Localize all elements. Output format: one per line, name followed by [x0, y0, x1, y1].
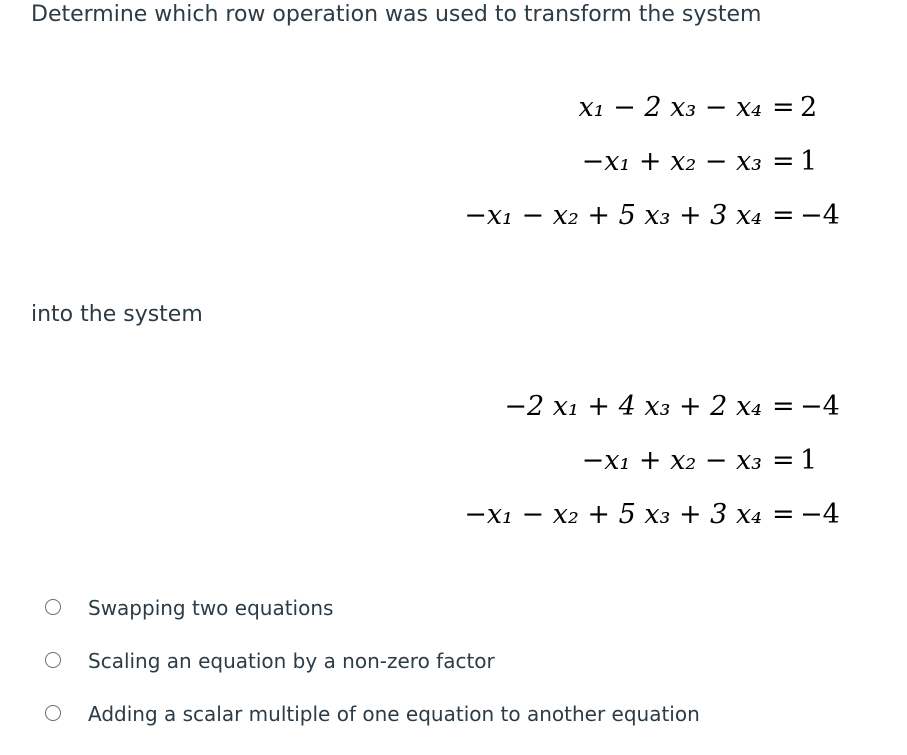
equation-system-original — [0, 92, 907, 254]
question-intro: Determine which row operation was used to transform the system — [31, 2, 762, 27]
equation-rhs: 2 — [800, 92, 818, 123]
answer-option-swap[interactable] — [0, 590, 907, 643]
equation-lhs: x₁ − 2 x₃ − x₄ — [578, 92, 762, 123]
equals-sign: = — [772, 92, 795, 123]
equals-sign: = — [772, 200, 795, 231]
equation-row — [0, 146, 907, 200]
equation-lhs: −2 x₁ + 4 x₃ + 2 x₄ — [504, 391, 762, 422]
equation-lhs: −x₁ + x₂ − x₃ — [581, 445, 762, 476]
answer-label[interactable]: Adding a scalar multiple of one equation to another equation — [88, 702, 700, 726]
equation-lhs: −x₁ + x₂ − x₃ — [581, 146, 762, 177]
radio-unchecked-icon[interactable] — [45, 705, 61, 721]
equals-sign: = — [772, 391, 795, 422]
answer-label[interactable]: Swapping two equations — [88, 596, 334, 620]
equals-sign: = — [772, 445, 795, 476]
equals-sign: = — [772, 146, 795, 177]
equation-system-transformed — [0, 391, 907, 553]
answer-option-scale[interactable] — [0, 643, 907, 696]
equation-rhs: −4 — [800, 391, 840, 422]
question-into: into the system — [31, 302, 203, 327]
equation-row — [0, 391, 907, 445]
equation-row — [0, 92, 907, 146]
equation-row — [0, 499, 907, 553]
answer-label[interactable]: Scaling an equation by a non-zero factor — [88, 649, 495, 673]
answer-option-add-multiple[interactable] — [0, 696, 907, 749]
equation-rhs: −4 — [800, 499, 840, 530]
equation-row — [0, 445, 907, 499]
equation-lhs: −x₁ − x₂ + 5 x₃ + 3 x₄ — [464, 499, 762, 530]
radio-unchecked-icon[interactable] — [45, 599, 61, 615]
radio-unchecked-icon[interactable] — [45, 652, 61, 668]
equation-row — [0, 200, 907, 254]
answer-options — [0, 590, 907, 749]
equation-rhs: 1 — [800, 146, 818, 177]
equation-rhs: −4 — [800, 200, 840, 231]
equals-sign: = — [772, 499, 795, 530]
equation-lhs: −x₁ − x₂ + 5 x₃ + 3 x₄ — [464, 200, 762, 231]
equation-rhs: 1 — [800, 445, 818, 476]
